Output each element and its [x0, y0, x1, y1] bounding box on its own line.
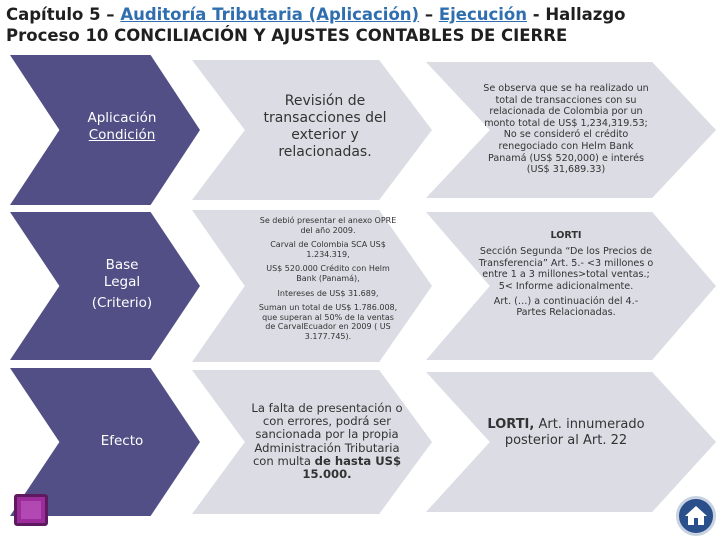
row1-finding: Se observa que se ha realizado un total de transacciones con su relacionada de Colombia por un monto total de US$ 1,234,319.53; No se consideró el crédito renegociado con Helm Bank Panamá (US$ 520,000) e interés (US$ 31,689.33) — [483, 83, 649, 176]
row3-reference: LORTI, Art. innumerado posterior al Art. 22 — [487, 417, 645, 448]
purple-square-icon — [14, 494, 48, 526]
row1-description: Revisión de transacciones del exterior y relacionadas. — [263, 93, 387, 160]
row3-effect: La falta de presentación o con errores, podrá ser sancionada por la propia Administración Tributaria con multa de hasta US$ 15.000. — [251, 401, 403, 482]
row2-evidence: Se debió presentar el anexo OPRE del año 2009. Carval de Colombia SCA US$ 1.234.319, US$ 520.000 Crédito con Helm Bank (Panamá), Intereses de US$ 31.689, Suman un total de US$ 1.786.008, que superan al 50% de la ventas de CarvalEcuador en 2009 ( US 3.177.745). — [258, 216, 398, 341]
title-line-2: Proceso 10 CONCILIACIÓN Y AJUSTES CONTABLES DE CIERRE — [6, 26, 568, 45]
page-title — [6, 4, 714, 46]
title-line-1: Capítulo 5 – Auditoría Tributaria (Aplicación) – Ejecución - Hallazgo — [6, 5, 626, 24]
row1-label: Aplicación Condición — [87, 110, 157, 143]
auditoria-link[interactable]: Auditoría Tributaria (Aplicación) — [120, 5, 420, 24]
row2-criteria: LORTI Sección Segunda “De los Precios de Transferencia” Art. 5.- <3 millones o entre 1 a 3 millones>total ventas.; 5< Informe adicionalmente. Art. (…) a continuación del 4.- Partes Relacionadas. — [478, 230, 654, 319]
row2-label: Base Legal (Criterio) — [91, 257, 153, 311]
row3-label: Efecto — [100, 433, 144, 449]
home-icon[interactable] — [676, 496, 716, 536]
ejecucion-link[interactable]: Ejecución — [438, 5, 528, 24]
